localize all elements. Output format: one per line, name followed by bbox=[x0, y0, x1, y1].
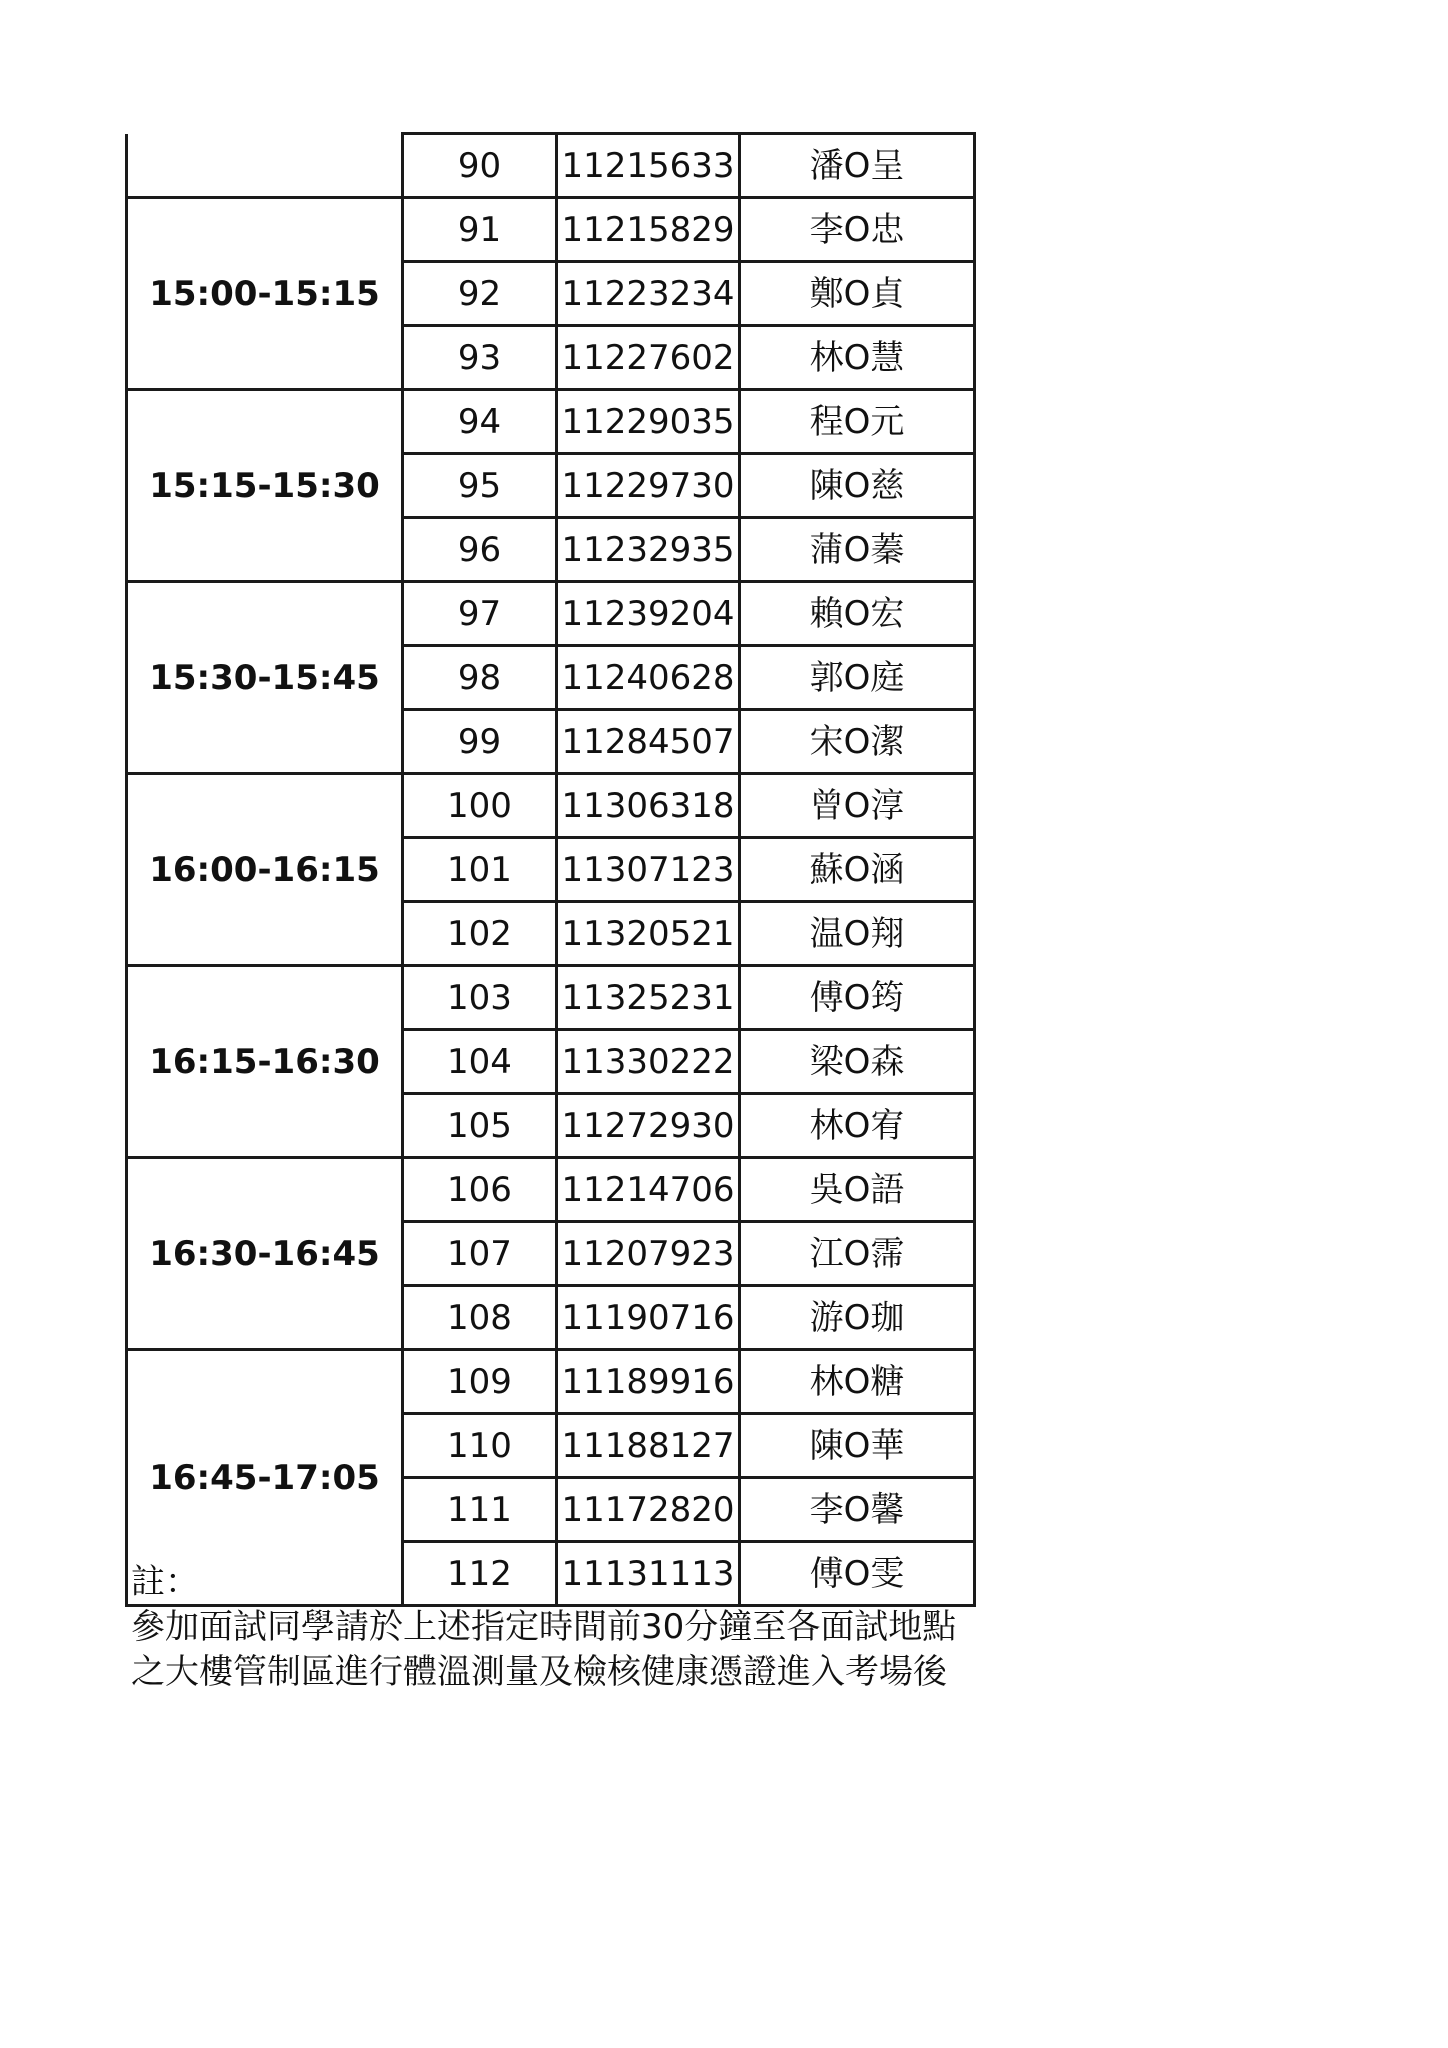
student-name-cell: 蒲O蓁 bbox=[740, 518, 975, 582]
student-name-cell: 傅O雯 bbox=[740, 1542, 975, 1606]
student-name-cell: 程O元 bbox=[740, 390, 975, 454]
sequence-number-cell: 105 bbox=[403, 1094, 557, 1158]
student-id-cell: 11190716 bbox=[557, 1286, 740, 1350]
sequence-number-cell: 91 bbox=[403, 198, 557, 262]
sequence-number-cell: 90 bbox=[403, 134, 557, 198]
notes-heading: 註： bbox=[131, 1562, 199, 1602]
student-id-cell: 11215633 bbox=[557, 134, 740, 198]
sequence-number-cell: 96 bbox=[403, 518, 557, 582]
sequence-number-cell: 92 bbox=[403, 262, 557, 326]
student-id-cell: 11207923 bbox=[557, 1222, 740, 1286]
student-id-cell: 11214706 bbox=[557, 1158, 740, 1222]
student-id-cell: 11223234 bbox=[557, 262, 740, 326]
student-id-cell: 11232935 bbox=[557, 518, 740, 582]
sequence-number-cell: 103 bbox=[403, 966, 557, 1030]
table-row bbox=[127, 966, 975, 1030]
student-name-cell: 温O翔 bbox=[740, 902, 975, 966]
sequence-number-cell: 106 bbox=[403, 1158, 557, 1222]
notes-line-1: 參加面試同學請於上述指定時間前30分鐘至各面試地點 bbox=[131, 1607, 957, 1647]
student-id-cell: 11239204 bbox=[557, 582, 740, 646]
table-row bbox=[127, 1158, 975, 1222]
sequence-number-cell: 109 bbox=[403, 1350, 557, 1414]
time-slot-cell: 16:00-16:15 bbox=[127, 774, 403, 966]
notes-line-2: 之大樓管制區進行體溫測量及檢核健康憑證進入考場後 bbox=[131, 1652, 947, 1692]
student-id-cell: 11131113 bbox=[557, 1542, 740, 1606]
student-name-cell: 曾O淳 bbox=[740, 774, 975, 838]
table-row bbox=[127, 774, 975, 838]
sequence-number-cell: 107 bbox=[403, 1222, 557, 1286]
student-id-cell: 11188127 bbox=[557, 1414, 740, 1478]
time-slot-cell: 15:15-15:30 bbox=[127, 390, 403, 582]
student-name-cell: 陳O華 bbox=[740, 1414, 975, 1478]
table-row bbox=[127, 390, 975, 454]
sequence-number-cell: 99 bbox=[403, 710, 557, 774]
interview-schedule-table bbox=[125, 132, 976, 1607]
sequence-number-cell: 110 bbox=[403, 1414, 557, 1478]
student-name-cell: 李O馨 bbox=[740, 1478, 975, 1542]
schedule-body bbox=[127, 134, 975, 1606]
student-name-cell: 游O珈 bbox=[740, 1286, 975, 1350]
sequence-number-cell: 98 bbox=[403, 646, 557, 710]
student-id-cell: 11284507 bbox=[557, 710, 740, 774]
time-slot-cell: 16:30-16:45 bbox=[127, 1158, 403, 1350]
table-row bbox=[127, 1350, 975, 1414]
time-slot-cell: 16:45-17:05 bbox=[127, 1350, 403, 1606]
sequence-number-cell: 101 bbox=[403, 838, 557, 902]
table-row bbox=[127, 198, 975, 262]
student-id-cell: 11229035 bbox=[557, 390, 740, 454]
notes-section bbox=[131, 1560, 956, 1695]
student-id-cell: 11320521 bbox=[557, 902, 740, 966]
sequence-number-cell: 97 bbox=[403, 582, 557, 646]
student-name-cell: 吳O語 bbox=[740, 1158, 975, 1222]
student-id-cell: 11240628 bbox=[557, 646, 740, 710]
student-id-cell: 11306318 bbox=[557, 774, 740, 838]
sequence-number-cell: 111 bbox=[403, 1478, 557, 1542]
student-name-cell: 林O宥 bbox=[740, 1094, 975, 1158]
table-row bbox=[127, 582, 975, 646]
table-row bbox=[127, 134, 975, 198]
sequence-number-cell: 104 bbox=[403, 1030, 557, 1094]
student-id-cell: 11307123 bbox=[557, 838, 740, 902]
student-name-cell: 蘇O涵 bbox=[740, 838, 975, 902]
time-slot-cell: 15:30-15:45 bbox=[127, 582, 403, 774]
sequence-number-cell: 108 bbox=[403, 1286, 557, 1350]
sequence-number-cell: 102 bbox=[403, 902, 557, 966]
student-name-cell: 潘O呈 bbox=[740, 134, 975, 198]
student-name-cell: 江O霈 bbox=[740, 1222, 975, 1286]
sequence-number-cell: 93 bbox=[403, 326, 557, 390]
student-name-cell: 郭O庭 bbox=[740, 646, 975, 710]
student-id-cell: 11330222 bbox=[557, 1030, 740, 1094]
student-id-cell: 11172820 bbox=[557, 1478, 740, 1542]
student-name-cell: 鄭O貞 bbox=[740, 262, 975, 326]
student-id-cell: 11215829 bbox=[557, 198, 740, 262]
student-id-cell: 11227602 bbox=[557, 326, 740, 390]
time-slot-cell: 16:15-16:30 bbox=[127, 966, 403, 1158]
student-name-cell: 林O糖 bbox=[740, 1350, 975, 1414]
sequence-number-cell: 95 bbox=[403, 454, 557, 518]
sequence-number-cell: 94 bbox=[403, 390, 557, 454]
student-id-cell: 11229730 bbox=[557, 454, 740, 518]
student-name-cell: 梁O森 bbox=[740, 1030, 975, 1094]
time-slot-cell bbox=[127, 134, 403, 198]
student-id-cell: 11272930 bbox=[557, 1094, 740, 1158]
student-name-cell: 賴O宏 bbox=[740, 582, 975, 646]
sequence-number-cell: 100 bbox=[403, 774, 557, 838]
sequence-number-cell: 112 bbox=[403, 1542, 557, 1606]
student-id-cell: 11325231 bbox=[557, 966, 740, 1030]
time-slot-cell: 15:00-15:15 bbox=[127, 198, 403, 390]
student-name-cell: 李O忠 bbox=[740, 198, 975, 262]
student-name-cell: 陳O慈 bbox=[740, 454, 975, 518]
student-name-cell: 傅O筠 bbox=[740, 966, 975, 1030]
student-name-cell: 宋O潔 bbox=[740, 710, 975, 774]
student-name-cell: 林O慧 bbox=[740, 326, 975, 390]
student-id-cell: 11189916 bbox=[557, 1350, 740, 1414]
